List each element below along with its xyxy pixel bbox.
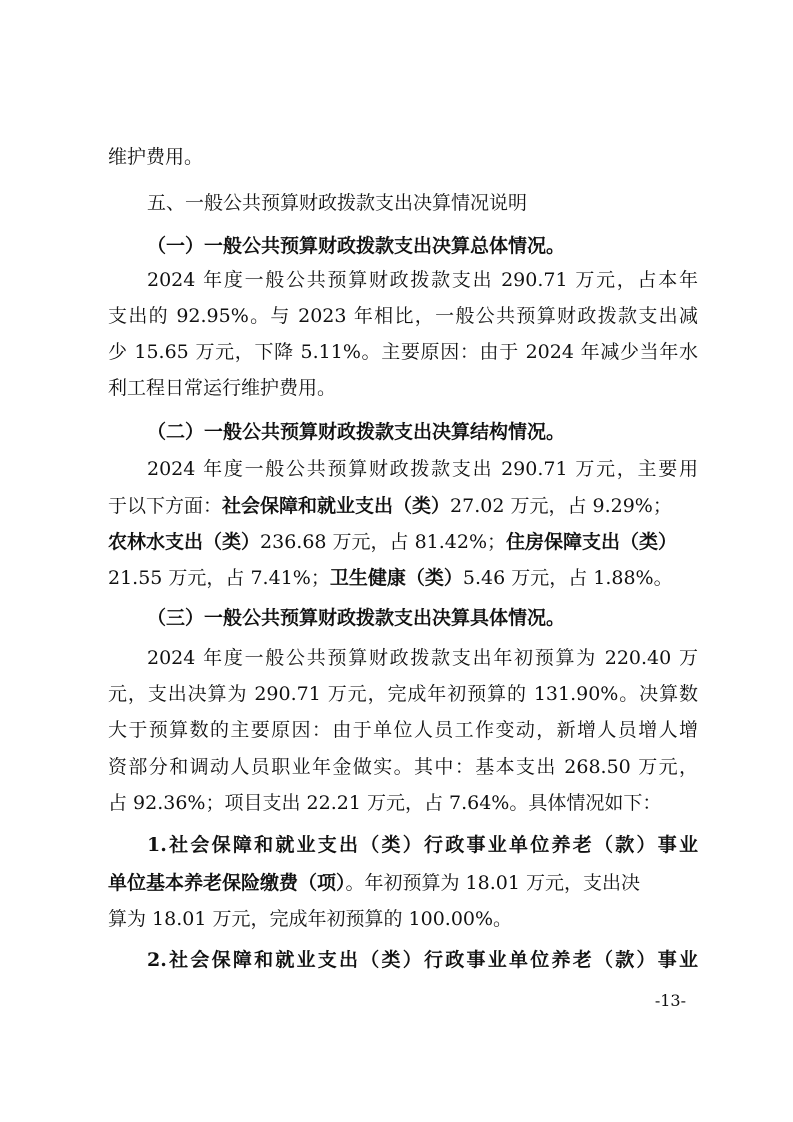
subsection-heading: （二）一般公共预算财政拨款支出决算结构情况。	[147, 421, 566, 443]
paragraph-line: 2024 年度一般公共预算财政拨款支出 290.71 万元，占本年	[147, 269, 698, 291]
bold-category: 社会保障和就业支出（类）	[222, 495, 451, 517]
text-run: 236.68 万元，占 81.42%；	[260, 531, 507, 553]
paragraph-line	[108, 489, 698, 523]
paragraph-line: 占 92.36%；项目支出 22.21 万元，占 7.64%。具体情况如下：	[108, 792, 662, 814]
paragraph-line: 维护费用。	[108, 146, 204, 168]
paragraph-line: 2024 年度一般公共预算财政拨款支出年初预算为 220.40 万	[147, 647, 698, 669]
paragraph-line	[108, 525, 698, 559]
text-run: 21.55 万元，占 7.41%；	[108, 567, 330, 589]
subsection-heading: （一）一般公共预算财政拨款支出决算总体情况。	[147, 235, 566, 257]
paragraph-line	[108, 866, 698, 900]
text-run: 于以下方面：	[108, 495, 223, 517]
paragraph-line: 支出的 92.95%。与 2023 年相比，一般公共预算财政拨款支出减	[108, 305, 698, 327]
paragraph-line	[108, 561, 698, 595]
paragraph-line: 2024 年度一般公共预算财政拨款支出 290.71 万元，主要用	[147, 458, 698, 480]
paragraph-line: 少 15.65 万元，下降 5.11%。主要原因：由于 2024 年减少当年水	[108, 341, 698, 363]
subsection-heading: （三）一般公共预算财政拨款支出决算具体情况。	[147, 607, 566, 629]
paragraph-line: 资部分和调动人员职业年金做实。其中：基本支出 268.50 万元，	[108, 756, 698, 778]
paragraph-line: 算为 18.01 万元，完成年初预算的 100.00%。	[108, 908, 513, 930]
paragraph-line: 利工程日常运行维护费用。	[108, 377, 337, 399]
section-heading: 五、一般公共预算财政拨款支出决算情况说明	[147, 192, 528, 214]
bold-category: 单位基本养老保险缴费（项）	[108, 872, 346, 894]
bold-category: 农林水支出（类）	[108, 531, 261, 553]
bold-category: 住房保障支出（类）	[506, 531, 678, 553]
text-run: 。年初预算为 18.01 万元，支出决	[345, 872, 640, 894]
text-run: 5.46 万元，占 1.88%。	[462, 567, 673, 589]
paragraph-line: 大于预算数的主要原因：由于单位人员工作变动，新增人员增人增	[108, 719, 698, 741]
paragraph-line: 1.社会保障和就业支出（类）行政事业单位养老（款）事业	[147, 834, 698, 856]
paragraph-line: 2.社会保障和就业支出（类）行政事业单位养老（款）事业	[147, 949, 698, 971]
paragraph-line: 元，支出决算为 290.71 万元，完成年初预算的 131.90%。决算数	[108, 683, 698, 705]
page-number: -13-	[654, 991, 686, 1010]
text-run: 27.02 万元，占 9.29%；	[450, 495, 672, 517]
bold-category: 卫生健康（类）	[329, 567, 463, 589]
